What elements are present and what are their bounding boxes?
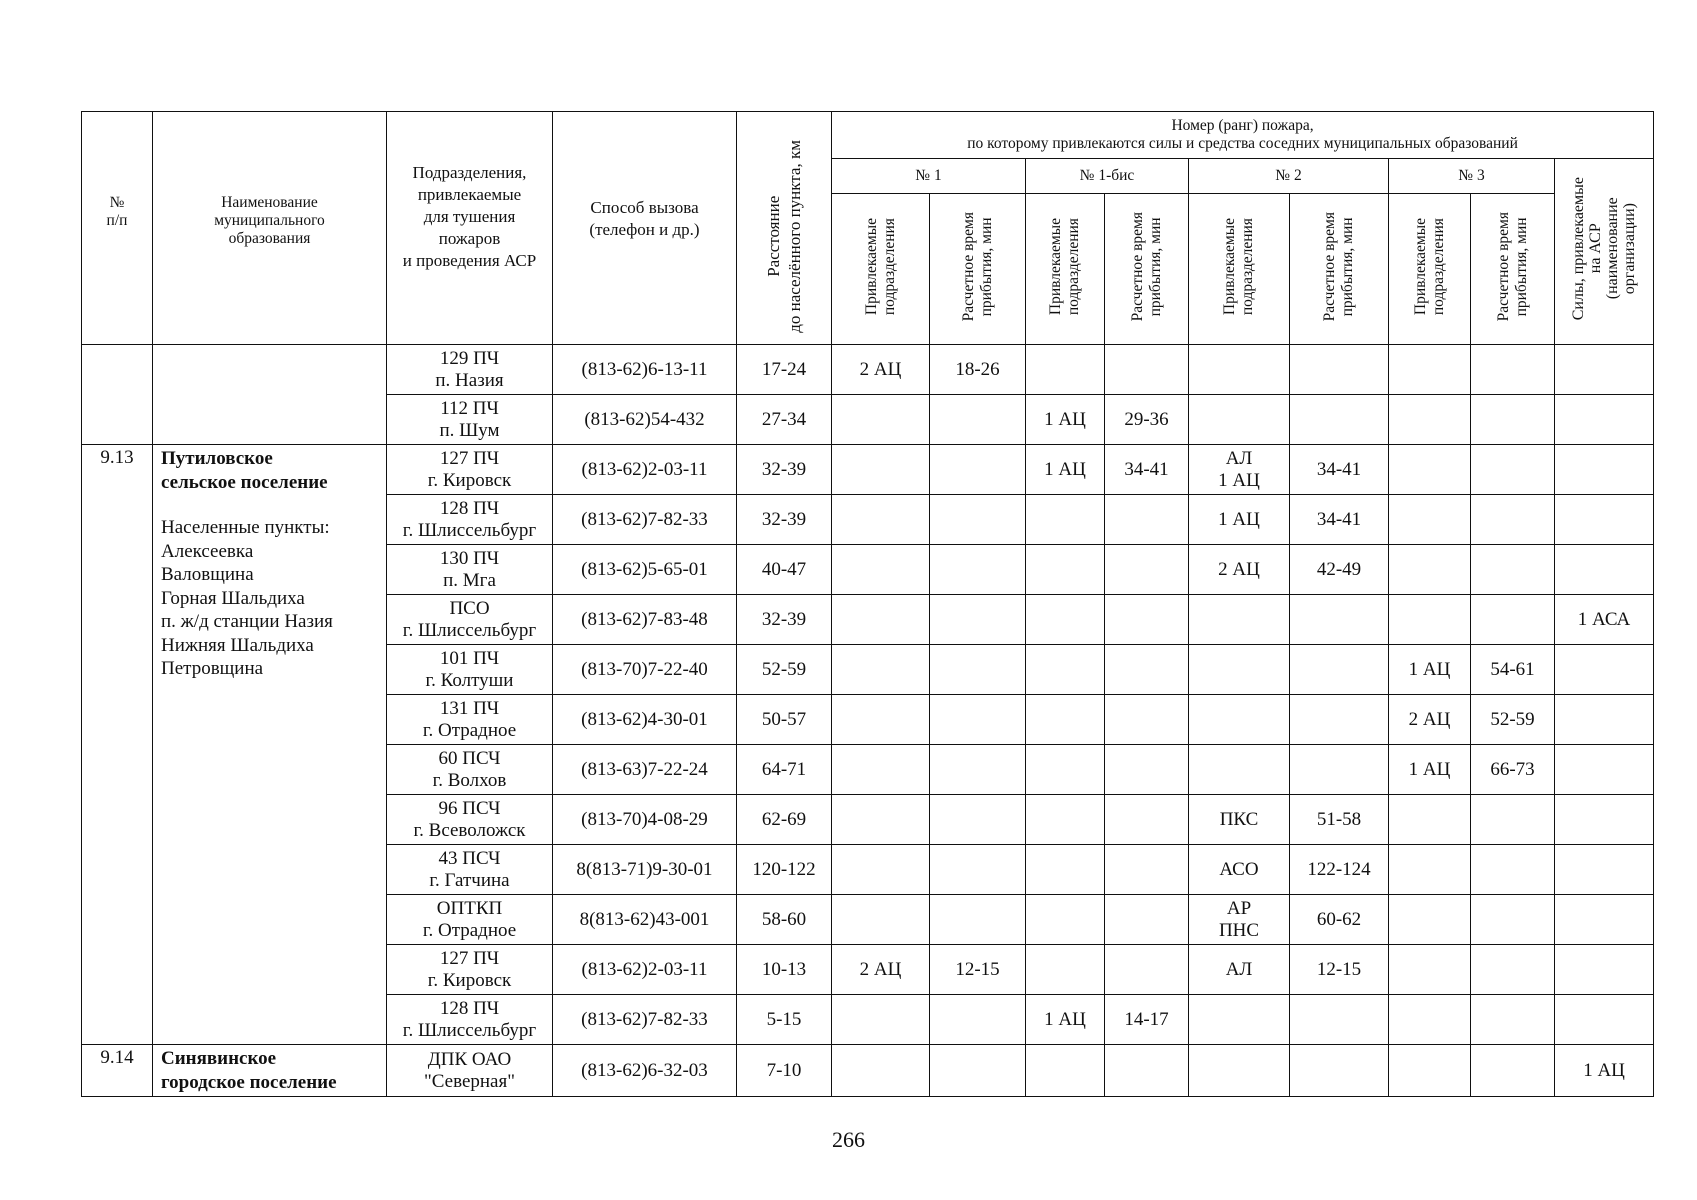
rank1bis-units-cell: 1 АЦ xyxy=(1026,395,1105,445)
distance-cell: 32-39 xyxy=(737,495,832,545)
rank1-time-cell xyxy=(930,395,1026,445)
header-distance: Расстояние до населённого пункта, км xyxy=(737,112,832,345)
rank1-time-cell xyxy=(930,995,1026,1045)
rank1-units-cell xyxy=(832,445,930,495)
rank3-time-cell: 54-61 xyxy=(1471,645,1555,695)
rank1-time-cell xyxy=(930,595,1026,645)
rank1bis-units-cell xyxy=(1026,795,1105,845)
phone-cell: (813-70)4-08-29 xyxy=(553,795,737,845)
distance-cell: 120-122 xyxy=(737,845,832,895)
rank2-units-cell: ПКС xyxy=(1189,795,1290,845)
rank1-time-cell: 12-15 xyxy=(930,945,1026,995)
place-item: п. ж/д станции Назия xyxy=(161,611,333,632)
header-rank1-time: Расчетное время прибытия, мин xyxy=(930,194,1026,345)
rank1-units-cell xyxy=(832,1045,930,1097)
header-rank3-units: Привлекаемые подразделения xyxy=(1389,194,1471,345)
rank2-time-cell xyxy=(1290,1045,1389,1097)
header-rank-1: № 1 xyxy=(832,159,1026,194)
phone-cell: (813-62)2-03-11 xyxy=(553,945,737,995)
unit-cell: 60 ПСЧ г. Волхов xyxy=(387,745,553,795)
place-item: Горная Шальдиха xyxy=(161,587,305,609)
unit-cell: ОПТКП г. Отрадное xyxy=(387,895,553,945)
phone-cell: (813-62)7-82-33 xyxy=(553,995,737,1045)
rank3-units-cell xyxy=(1389,445,1471,495)
unit-cell: 127 ПЧ г. Кировск xyxy=(387,445,553,495)
rank2-time-cell: 51-58 xyxy=(1290,795,1389,845)
row-muni-cell xyxy=(153,345,387,445)
header-rank-title: Номер (ранг) пожара, по которому привлекаются силы и средства соседних муниципальных образований xyxy=(832,112,1654,159)
table-row xyxy=(82,1045,1654,1097)
asr-cell xyxy=(1555,395,1654,445)
rank1bis-units-cell xyxy=(1026,595,1105,645)
rank1-units-cell: 2 АЦ xyxy=(832,945,930,995)
header-units: Подразделения, привлекаемые для тушения пожаров и проведения АСР xyxy=(387,112,553,345)
unit-cell: ДПК ОАО "Северная" xyxy=(387,1045,553,1097)
rank3-time-cell xyxy=(1471,395,1555,445)
rank1-units-cell xyxy=(832,495,930,545)
rank1bis-units-cell xyxy=(1026,945,1105,995)
distance-cell: 32-39 xyxy=(737,595,832,645)
rank3-time-cell xyxy=(1471,945,1555,995)
rank3-time-cell xyxy=(1471,895,1555,945)
rank1bis-units-cell xyxy=(1026,895,1105,945)
rank3-time-cell: 52-59 xyxy=(1471,695,1555,745)
unit-cell: 128 ПЧ г. Шлиссельбург xyxy=(387,495,553,545)
rank1-units-cell xyxy=(832,745,930,795)
rank3-units-cell xyxy=(1389,495,1471,545)
phone-cell: (813-63)7-22-24 xyxy=(553,745,737,795)
unit-cell: ПСО г. Шлиссельбург xyxy=(387,595,553,645)
rank1bis-time-cell xyxy=(1105,1045,1189,1097)
rank1bis-time-cell xyxy=(1105,795,1189,845)
header-asr-forces: Силы, привлекаемые на АСР (наименование организации) xyxy=(1555,159,1654,345)
distance-cell: 27-34 xyxy=(737,395,832,445)
rank2-time-cell xyxy=(1290,695,1389,745)
rank3-units-cell: 2 АЦ xyxy=(1389,695,1471,745)
header-rank3-time: Расчетное время прибытия, мин xyxy=(1471,194,1555,345)
rank3-time-cell xyxy=(1471,545,1555,595)
rank1-time-cell xyxy=(930,695,1026,745)
rank1bis-time-cell xyxy=(1105,545,1189,595)
unit-cell: 129 ПЧ п. Назия xyxy=(387,345,553,395)
rank2-units-cell: АЛ 1 АЦ xyxy=(1189,445,1290,495)
rank3-time-cell xyxy=(1471,495,1555,545)
header-rank-3: № 3 xyxy=(1389,159,1555,194)
rank2-units-cell: 2 АЦ xyxy=(1189,545,1290,595)
rank1-units-cell xyxy=(832,395,930,445)
rank1bis-time-cell: 14-17 xyxy=(1105,995,1189,1045)
distance-cell: 17-24 xyxy=(737,345,832,395)
rank3-time-cell xyxy=(1471,845,1555,895)
rank3-units-cell xyxy=(1389,1045,1471,1097)
header-rank2-units: Привлекаемые подразделения xyxy=(1189,194,1290,345)
phone-cell: (813-62)54-432 xyxy=(553,395,737,445)
rank1bis-units-cell xyxy=(1026,495,1105,545)
rank3-units-cell xyxy=(1389,995,1471,1045)
rank3-units-cell: 1 АЦ xyxy=(1389,645,1471,695)
phone-cell: (813-70)7-22-40 xyxy=(553,645,737,695)
distance-cell: 52-59 xyxy=(737,645,832,695)
phone-cell: (813-62)7-83-48 xyxy=(553,595,737,645)
municipality-name: Путиловское xyxy=(161,448,273,469)
municipality-name-cell xyxy=(153,445,387,1045)
rank2-time-cell xyxy=(1290,595,1389,645)
rank2-units-cell: 1 АЦ xyxy=(1189,495,1290,545)
unit-cell: 96 ПСЧ г. Всеволожск xyxy=(387,795,553,845)
municipality-number: 9.14 xyxy=(82,1045,153,1097)
rank3-time-cell xyxy=(1471,445,1555,495)
distance-cell: 5-15 xyxy=(737,995,832,1045)
unit-cell: 101 ПЧ г. Колтуши xyxy=(387,645,553,695)
header-rank1bis-units: Привлекаемые подразделения xyxy=(1026,194,1105,345)
rank1-units-cell xyxy=(832,595,930,645)
rank3-units-cell xyxy=(1389,545,1471,595)
distance-cell: 64-71 xyxy=(737,745,832,795)
rank1bis-units-cell: 1 АЦ xyxy=(1026,995,1105,1045)
rank1bis-units-cell xyxy=(1026,645,1105,695)
asr-cell xyxy=(1555,995,1654,1045)
asr-cell xyxy=(1555,345,1654,395)
phone-cell: (813-62)4-30-01 xyxy=(553,695,737,745)
rank1-units-cell xyxy=(832,845,930,895)
place-item: Валовщина xyxy=(161,564,254,585)
header-num: № п/п xyxy=(82,112,153,345)
unit-cell: 131 ПЧ г. Отрадное xyxy=(387,695,553,745)
rank1bis-time-cell xyxy=(1105,595,1189,645)
unit-cell: 127 ПЧ г. Кировск xyxy=(387,945,553,995)
rank1-units-cell xyxy=(832,545,930,595)
unit-cell: 112 ПЧ п. Шум xyxy=(387,395,553,445)
place-item: Петровщина xyxy=(161,658,264,679)
rank1-time-cell xyxy=(930,1045,1026,1097)
rank2-units-cell xyxy=(1189,1045,1290,1097)
header-rank-2: № 2 xyxy=(1189,159,1389,194)
rank2-units-cell xyxy=(1189,395,1290,445)
rank3-units-cell xyxy=(1389,845,1471,895)
asr-cell xyxy=(1555,945,1654,995)
rank2-units-cell xyxy=(1189,645,1290,695)
rank1-units-cell xyxy=(832,995,930,1045)
rank1-time-cell: 18-26 xyxy=(930,345,1026,395)
rank3-time-cell: 66-73 xyxy=(1471,745,1555,795)
header-call-method: Способ вызова (телефон и др.) xyxy=(553,112,737,345)
rank1-time-cell xyxy=(930,495,1026,545)
rank3-units-cell xyxy=(1389,345,1471,395)
row-num-cell xyxy=(82,345,153,445)
rank3-units-cell xyxy=(1389,795,1471,845)
rank1-time-cell xyxy=(930,645,1026,695)
rank1-units-cell: 2 АЦ xyxy=(832,345,930,395)
table-row xyxy=(82,345,1654,395)
rank2-time-cell xyxy=(1290,395,1389,445)
rank1-units-cell xyxy=(832,795,930,845)
rank1bis-units-cell xyxy=(1026,545,1105,595)
rank3-time-cell xyxy=(1471,345,1555,395)
rank2-time-cell xyxy=(1290,345,1389,395)
rank3-units-cell xyxy=(1389,595,1471,645)
rank3-units-cell xyxy=(1389,895,1471,945)
rank2-time-cell: 34-41 xyxy=(1290,495,1389,545)
distance-cell: 7-10 xyxy=(737,1045,832,1097)
phone-cell: (813-62)6-13-11 xyxy=(553,345,737,395)
rank1bis-time-cell: 29-36 xyxy=(1105,395,1189,445)
rank1bis-time-cell xyxy=(1105,745,1189,795)
rank2-time-cell xyxy=(1290,645,1389,695)
rank1bis-units-cell xyxy=(1026,845,1105,895)
rank1bis-time-cell xyxy=(1105,645,1189,695)
phone-cell: 8(813-62)43-001 xyxy=(553,895,737,945)
rank2-units-cell xyxy=(1189,345,1290,395)
page-number: 266 xyxy=(832,1127,865,1152)
rank2-units-cell xyxy=(1189,745,1290,795)
header-rank1-units: Привлекаемые подразделения xyxy=(832,194,930,345)
rank1bis-units-cell: 1 АЦ xyxy=(1026,445,1105,495)
municipality-type: сельское поселение xyxy=(161,471,328,493)
rank1bis-time-cell xyxy=(1105,945,1189,995)
municipality-name: Синявинское xyxy=(161,1048,277,1069)
rank1bis-time-cell xyxy=(1105,345,1189,395)
rank2-time-cell: 122-124 xyxy=(1290,845,1389,895)
rank1-units-cell xyxy=(832,895,930,945)
rank2-time-cell: 34-41 xyxy=(1290,445,1389,495)
place-item: Алексеевка xyxy=(161,540,254,562)
fire-forces-table xyxy=(81,111,1654,1097)
rank2-units-cell: АСО xyxy=(1189,845,1290,895)
municipality-number: 9.13 xyxy=(82,445,153,1045)
rank1-units-cell xyxy=(832,695,930,745)
asr-cell: 1 АЦ xyxy=(1555,1045,1654,1097)
header-rank1bis-time: Расчетное время прибытия, мин xyxy=(1105,194,1189,345)
distance-cell: 62-69 xyxy=(737,795,832,845)
distance-cell: 10-13 xyxy=(737,945,832,995)
municipality-name-cell xyxy=(153,1045,387,1097)
phone-cell: (813-62)5-65-01 xyxy=(553,545,737,595)
rank3-units-cell xyxy=(1389,395,1471,445)
rank3-time-cell xyxy=(1471,795,1555,845)
phone-cell: (813-62)2-03-11 xyxy=(553,445,737,495)
distance-cell: 32-39 xyxy=(737,445,832,495)
place-item: Нижняя Шальдиха xyxy=(161,634,314,656)
rank1bis-units-cell xyxy=(1026,1045,1105,1097)
table-body xyxy=(82,345,1654,1097)
asr-cell xyxy=(1555,745,1654,795)
rank2-units-cell xyxy=(1189,595,1290,645)
rank3-units-cell xyxy=(1389,945,1471,995)
places-title: Населенные пункты: xyxy=(161,517,330,538)
distance-cell: 40-47 xyxy=(737,545,832,595)
rank3-time-cell xyxy=(1471,1045,1555,1097)
rank2-time-cell xyxy=(1290,745,1389,795)
asr-cell: 1 АСА xyxy=(1555,595,1654,645)
rank1bis-time-cell: 34-41 xyxy=(1105,445,1189,495)
rank1-time-cell xyxy=(930,745,1026,795)
rank1bis-time-cell xyxy=(1105,495,1189,545)
asr-cell xyxy=(1555,495,1654,545)
unit-cell: 43 ПСЧ г. Гатчина xyxy=(387,845,553,895)
rank2-units-cell xyxy=(1189,995,1290,1045)
phone-cell: (813-62)6-32-03 xyxy=(553,1045,737,1097)
rank1bis-time-cell xyxy=(1105,695,1189,745)
rank2-time-cell xyxy=(1290,995,1389,1045)
rank1-time-cell xyxy=(930,545,1026,595)
rank1bis-time-cell xyxy=(1105,845,1189,895)
header-rank-1bis: № 1-бис xyxy=(1026,159,1189,194)
rank1bis-units-cell xyxy=(1026,345,1105,395)
unit-cell: 130 ПЧ п. Мга xyxy=(387,545,553,595)
asr-cell xyxy=(1555,845,1654,895)
distance-cell: 50-57 xyxy=(737,695,832,745)
rank2-units-cell: АР ПНС xyxy=(1189,895,1290,945)
asr-cell xyxy=(1555,695,1654,745)
rank2-time-cell: 42-49 xyxy=(1290,545,1389,595)
rank1-time-cell xyxy=(930,845,1026,895)
rank2-units-cell: АЛ xyxy=(1189,945,1290,995)
asr-cell xyxy=(1555,545,1654,595)
rank3-units-cell: 1 АЦ xyxy=(1389,745,1471,795)
header-municipality: Наименование муниципального образования xyxy=(153,112,387,345)
rank2-units-cell xyxy=(1189,695,1290,745)
municipality-type: городское поселение xyxy=(161,1071,337,1093)
rank1bis-units-cell xyxy=(1026,695,1105,745)
rank1bis-units-cell xyxy=(1026,745,1105,795)
distance-cell: 58-60 xyxy=(737,895,832,945)
rank1-time-cell xyxy=(930,795,1026,845)
phone-cell: 8(813-71)9-30-01 xyxy=(553,845,737,895)
rank2-time-cell: 60-62 xyxy=(1290,895,1389,945)
asr-cell xyxy=(1555,445,1654,495)
rank1-time-cell xyxy=(930,445,1026,495)
phone-cell: (813-62)7-82-33 xyxy=(553,495,737,545)
rank3-time-cell xyxy=(1471,595,1555,645)
rank1-time-cell xyxy=(930,895,1026,945)
rank3-time-cell xyxy=(1471,995,1555,1045)
rank1-units-cell xyxy=(832,645,930,695)
asr-cell xyxy=(1555,795,1654,845)
table-row xyxy=(82,445,1654,495)
unit-cell: 128 ПЧ г. Шлиссельбург xyxy=(387,995,553,1045)
header-rank2-time: Расчетное время прибытия, мин xyxy=(1290,194,1389,345)
rank1bis-time-cell xyxy=(1105,895,1189,945)
asr-cell xyxy=(1555,645,1654,695)
asr-cell xyxy=(1555,895,1654,945)
rank2-time-cell: 12-15 xyxy=(1290,945,1389,995)
